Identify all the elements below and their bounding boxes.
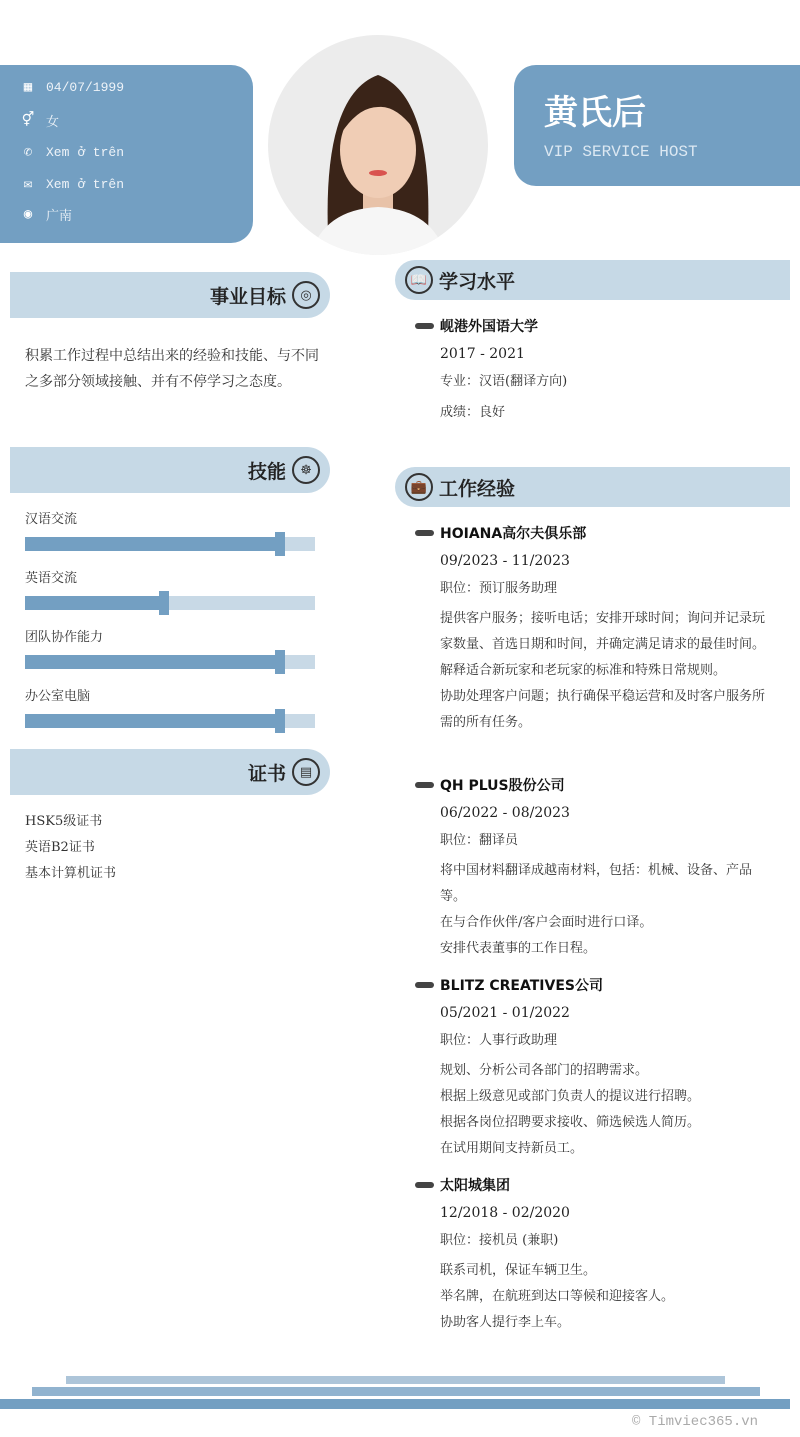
experience-entry bbox=[415, 775, 775, 962]
experience-entry bbox=[415, 1175, 775, 1336]
experience-period: 12/2018 - 02/2020 bbox=[440, 1205, 570, 1221]
duty-text: 协助客人提行李上车。 bbox=[440, 1315, 571, 1330]
duty-text: 安排代表董事的工作日程。 bbox=[440, 941, 597, 956]
gender-icon: ⚥ bbox=[21, 113, 35, 129]
company-name: QH PLUS股份公司 bbox=[440, 778, 565, 794]
duty-text: 协助处理客户问题；执行确保平稳运营和及时客户服务所需的所有任务。 bbox=[440, 689, 766, 730]
skills-icon: ☸ bbox=[292, 456, 320, 484]
footer-stripe bbox=[0, 1399, 790, 1409]
skills-header bbox=[10, 447, 330, 493]
phone-row bbox=[20, 144, 124, 161]
bullet-dash bbox=[415, 782, 434, 788]
phone-icon: ✆ bbox=[23, 145, 33, 161]
education-major: 专业：汉语(翻译方向) bbox=[440, 374, 568, 389]
education-entry bbox=[415, 316, 775, 420]
experience-role: 职位：接机员 (兼职) bbox=[440, 1233, 559, 1248]
skill-label: 办公室电脑 bbox=[25, 689, 91, 704]
skill-bar-handle bbox=[275, 650, 285, 674]
skill-bar-fill bbox=[25, 596, 164, 610]
gender: 女 bbox=[46, 115, 60, 130]
skill-bar bbox=[25, 655, 315, 669]
bullet-dash bbox=[415, 1182, 434, 1188]
skill-bar-fill bbox=[25, 655, 280, 669]
dob: 04/07/1999 bbox=[46, 80, 125, 95]
duty-text: 将中国材料翻译成越南材料，包括：机械、设备、产品等。 bbox=[440, 863, 753, 904]
skill-item bbox=[25, 508, 315, 551]
footer-stripe bbox=[66, 1376, 725, 1384]
bullet-dash bbox=[415, 982, 434, 988]
certificate-icon: ▤ bbox=[292, 758, 320, 786]
location-icon: ◉ bbox=[23, 207, 33, 223]
job-title: VIP SERVICE HOST bbox=[544, 143, 698, 161]
email-row bbox=[20, 176, 124, 193]
certificate-item: 英语B2证书 bbox=[25, 840, 95, 855]
skill-bar-handle bbox=[275, 709, 285, 733]
duty-text: 在与合作伙伴/客户会面时进行口译。 bbox=[440, 915, 653, 930]
certificate-item: 基本计算机证书 bbox=[25, 866, 117, 881]
skill-label: 英语交流 bbox=[25, 571, 78, 586]
experience-entry bbox=[415, 975, 775, 1162]
certificates-header bbox=[10, 749, 330, 795]
education-grade: 成绩：良好 bbox=[440, 405, 506, 420]
phone: Xem ở trên bbox=[46, 145, 125, 160]
duty-text: 在试用期间支持新员工。 bbox=[440, 1141, 584, 1156]
experience-role: 职位：人事行政助理 bbox=[440, 1033, 558, 1048]
company-name: BLITZ CREATIVES公司 bbox=[440, 978, 603, 994]
candidate-name: 黄氏后 bbox=[544, 93, 646, 133]
skill-bar bbox=[25, 537, 315, 551]
skill-bar-fill bbox=[25, 537, 280, 551]
address: 广南 bbox=[46, 209, 73, 224]
experience-entry bbox=[415, 523, 775, 736]
email: Xem ở trên bbox=[46, 177, 125, 192]
school-name: 岘港外国语大学 bbox=[440, 319, 538, 335]
education-heading: 学习水平 bbox=[439, 270, 516, 293]
experience-heading: 工作经验 bbox=[439, 477, 516, 500]
company-name: 太阳城集团 bbox=[440, 1178, 510, 1194]
skill-bar bbox=[25, 714, 315, 728]
skill-bar bbox=[25, 596, 315, 610]
skill-bar-fill bbox=[25, 714, 280, 728]
skill-item bbox=[25, 685, 315, 728]
copyright: © Timviec365.vn bbox=[632, 1414, 759, 1430]
briefcase-icon: 💼 bbox=[405, 473, 433, 501]
skill-bar-handle bbox=[275, 532, 285, 556]
experience-period: 09/2023 - 11/2023 bbox=[440, 553, 570, 569]
target-icon: ◎ bbox=[292, 281, 320, 309]
dob-row bbox=[20, 79, 124, 96]
duty-text: 根据上级意见或部门负责人的提议进行招聘。 bbox=[440, 1089, 701, 1104]
duty-text: 联系司机，保证车辆卫生。 bbox=[440, 1263, 597, 1278]
skill-item bbox=[25, 626, 315, 669]
objective-text: 积累工作过程中总结出来的经验和技能、与不同之多部分领域接触、并有不停学习之态度。 bbox=[25, 348, 319, 390]
contact-panel bbox=[0, 65, 253, 243]
experience-role: 职位：预订服务助理 bbox=[440, 581, 558, 596]
experience-period: 05/2021 - 01/2022 bbox=[440, 1005, 570, 1021]
education-period: 2017 - 2021 bbox=[440, 346, 525, 362]
duty-text: 规划、分析公司各部门的招聘需求。 bbox=[440, 1063, 649, 1078]
objective-heading: 事业目标 bbox=[209, 285, 286, 308]
envelope-icon: ✉ bbox=[23, 177, 33, 193]
duty-text: 解释适合新玩家和老玩家的标准和特殊日常规则。 bbox=[440, 663, 727, 678]
certificates-heading: 证书 bbox=[247, 762, 286, 785]
company-name: HOIANA高尔夫俱乐部 bbox=[440, 526, 587, 542]
gender-row bbox=[20, 111, 59, 130]
skill-item bbox=[25, 567, 315, 610]
education-header bbox=[395, 260, 790, 300]
profile-photo bbox=[268, 35, 488, 255]
experience-role: 职位：翻译员 bbox=[440, 833, 519, 848]
skill-label: 汉语交流 bbox=[25, 512, 78, 527]
name-panel bbox=[514, 65, 800, 186]
certificate-item: HSK5级证书 bbox=[25, 814, 103, 829]
experience-period: 06/2022 - 08/2023 bbox=[440, 805, 570, 821]
duty-text: 提供客户服务；接听电话；安排开球时间；询问并记录玩家数量、首选日期和时间，并确定满足请求的最佳时间。 bbox=[440, 611, 766, 652]
skills-heading: 技能 bbox=[247, 460, 286, 483]
bullet-dash bbox=[415, 530, 434, 536]
book-icon: 📖 bbox=[405, 266, 433, 294]
address-row bbox=[20, 205, 72, 224]
portrait-image bbox=[268, 35, 488, 255]
footer-stripe bbox=[32, 1387, 760, 1396]
duty-text: 举名牌，在航班到达口等候和迎接客人。 bbox=[440, 1289, 675, 1304]
experience-header bbox=[395, 467, 790, 507]
bullet-dash bbox=[415, 323, 434, 329]
objective-header bbox=[10, 272, 330, 318]
duty-text: 根据各岗位招聘要求接收、筛选候选人简历。 bbox=[440, 1115, 701, 1130]
skill-label: 团队协作能力 bbox=[25, 630, 104, 645]
skill-bar-handle bbox=[159, 591, 169, 615]
calendar-icon: ▦ bbox=[23, 80, 33, 96]
